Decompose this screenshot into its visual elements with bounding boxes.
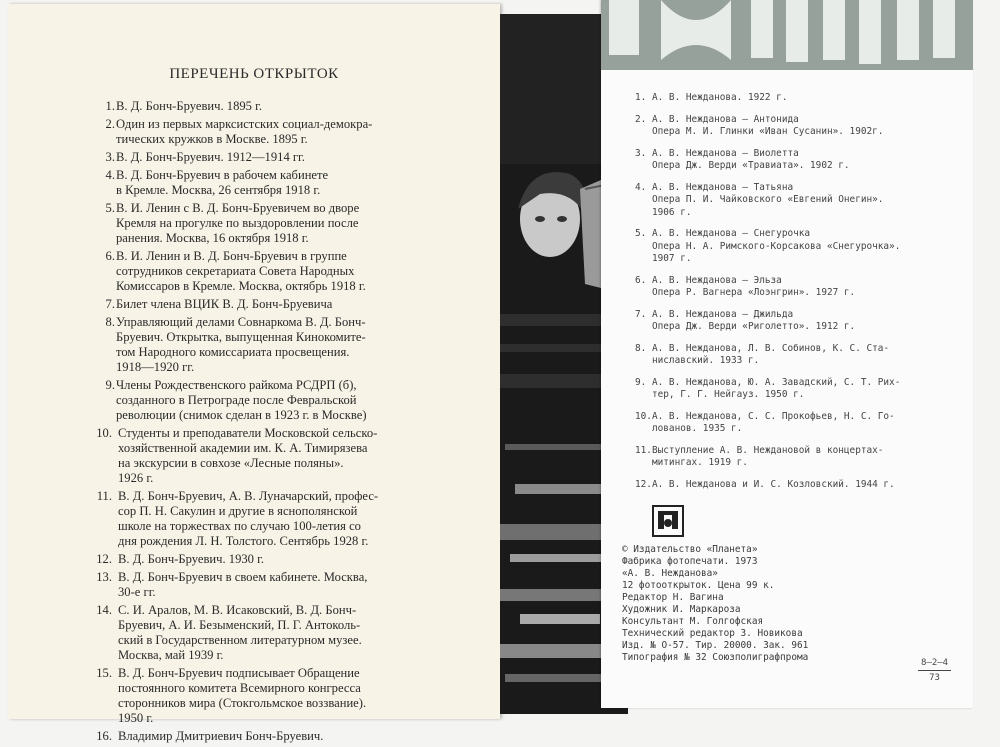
- imprint-line: Изд. № О-57. Тир. 20000. Зак. 961: [622, 640, 809, 651]
- item-number: 11.: [635, 444, 652, 456]
- item-text-line: 1926 г.: [118, 471, 154, 485]
- item-text-line: В. Д. Бонч-Бруевич, А. В. Луначарский, профес-: [118, 489, 379, 503]
- list-item: [96, 297, 456, 312]
- item-text-line: В. Д. Бонч-Бруевич в своем кабинете. Москва,: [118, 570, 368, 584]
- item-text-line: 1950 г.: [118, 711, 154, 725]
- code-bottom: 73: [929, 673, 940, 683]
- item-text-line: Владимир Дмитриевич Бонч-Бруевич.: [118, 729, 324, 743]
- item-text-line: В. Д. Бонч-Бруевич подписывает Обращение: [118, 666, 360, 680]
- imprint-line: © Издательство «Планета»: [622, 544, 758, 555]
- list-item: [96, 315, 456, 375]
- item-text-line: 1906 г.: [652, 206, 692, 218]
- item-text-line: ский в Государственном литературном музее.: [118, 633, 362, 647]
- item-number: 16.: [96, 729, 112, 743]
- item-number: 9.: [105, 378, 115, 392]
- item-number: 5.: [105, 201, 115, 215]
- item-text-line: в Кремле. Москва, 26 сентября 1918 г.: [116, 183, 321, 197]
- imprint-line: «А. В. Нежданова»: [622, 568, 718, 579]
- item-text-line: митингах. 1919 г.: [652, 457, 748, 468]
- item-number: 11.: [96, 489, 112, 503]
- item-number: 3.: [105, 150, 115, 164]
- item-text-line: тер, Г. Г. Нейгауз. 1950 г.: [652, 389, 805, 400]
- list-item: [635, 309, 955, 334]
- header-ornament: [601, 0, 973, 70]
- item-text-line: А. В. Нежданова — Снегурочка: [652, 228, 811, 239]
- list-item: [635, 411, 955, 436]
- item-text-line: А. В. Нежданова и И. С. Козловский. 1944 г.: [652, 478, 895, 490]
- item-number: 7.: [105, 297, 115, 311]
- postcard-list-right: [635, 92, 955, 500]
- item-text-line: В. И. Ленин с В. Д. Бонч-Бруевичем во дворе: [116, 201, 360, 215]
- list-item: [635, 114, 955, 139]
- imprint-line: Консультант М. Голгофская: [622, 616, 764, 627]
- postcard-list-title: ПЕРЕЧЕНЬ ОТКРЫТОК: [169, 66, 339, 82]
- list-item: [635, 182, 955, 220]
- item-text-line: Опера Р. Вагнера «Лоэнгрин». 1927 г.: [652, 287, 856, 298]
- imprint: [622, 544, 922, 664]
- item-text-line: А. В. Нежданова, Ю. А. Завадский, С. Т. Рих-: [652, 376, 901, 388]
- item-text-line: школе на торжествах по случаю 100-летия со: [118, 519, 361, 533]
- item-text-line: В. Д. Бонч-Бруевич. 1930 г.: [118, 552, 265, 566]
- item-text-line: тических кружков в Москве. 1895 г.: [116, 132, 308, 146]
- item-text-line: 1918—1920 гг.: [116, 360, 195, 374]
- item-text-line: 1907 г.: [652, 253, 692, 264]
- item-number: 3.: [635, 147, 647, 159]
- item-text-line: лованов. 1935 г.: [652, 423, 743, 434]
- item-number: 2.: [635, 113, 647, 125]
- left-page: [8, 4, 500, 743]
- item-text-line: том Народного комиссариата просвещения.: [116, 345, 350, 359]
- item-text-line: Билет члена ВЦИК В. Д. Бонч-Бруевича: [116, 297, 333, 311]
- item-number: 14.: [96, 603, 112, 617]
- item-text-line: А. В. Нежданова, С. С. Прокофьев, Н. С. Го-: [652, 410, 895, 422]
- list-item: [96, 603, 456, 663]
- item-text-line: на экскурсии в совхозе «Лесные поляны».: [118, 456, 344, 470]
- imprint-line: Редактор Н. Вагина: [622, 592, 724, 603]
- catalog-code: [918, 656, 951, 685]
- item-text-line: Члены Рождественского райкома РСДРП (б),: [116, 378, 357, 392]
- item-text-line: сотрудников секретариата Совета Народных: [116, 264, 355, 278]
- item-text-line: А. В. Нежданова. 1922 г.: [652, 92, 788, 103]
- item-text-line: Бруевич, А. И. Безыменский, П. Г. Антоколь-: [118, 618, 361, 632]
- item-text-line: Опера Н. А. Римского-Корсакова «Снегурочка».: [652, 240, 901, 252]
- item-number: 1.: [635, 92, 647, 103]
- item-text-line: Студенты и преподаватели Московской сельско-: [118, 426, 378, 440]
- item-number: 12.: [635, 478, 652, 490]
- item-text-line: В. Д. Бонч-Бруевич. 1912—1914 гг.: [116, 150, 305, 164]
- item-text-line: постоянного комитета Всемирного конгресса: [118, 681, 361, 695]
- list-item: [96, 201, 456, 246]
- item-number: 7.: [635, 308, 647, 320]
- item-text-line: Москва, май 1939 г.: [118, 648, 224, 662]
- list-item: [96, 249, 456, 294]
- item-text-line: Опера Дж. Верди «Риголетто». 1912 г.: [652, 321, 856, 332]
- item-text-line: А. В. Нежданова — Виолетта: [652, 147, 799, 159]
- publisher-logo: [652, 505, 684, 537]
- item-number: 4.: [105, 168, 115, 182]
- item-text-line: Комиссаров в Кремле. Москва, октябрь 1918 г.: [116, 279, 366, 293]
- imprint-line: Художник И. Маркароза: [622, 604, 741, 615]
- item-number: 10.: [96, 426, 112, 440]
- list-item: [96, 489, 456, 549]
- item-text-line: Кремля на прогулке по выздоровлении после: [116, 216, 359, 230]
- list-item: [96, 426, 456, 486]
- list-item: [635, 92, 955, 105]
- list-item: [635, 275, 955, 300]
- item-number: 2.: [105, 117, 115, 131]
- list-item: [635, 148, 955, 173]
- item-text-line: сор П. Н. Сакулин и другие в яснополянской: [118, 504, 358, 518]
- item-number: 4.: [635, 181, 647, 193]
- item-number: 6.: [105, 249, 115, 263]
- item-number: 8.: [105, 315, 115, 329]
- item-text-line: В. Д. Бонч-Бруевич в рабочем кабинете: [116, 168, 329, 182]
- item-text-line: Опера Дж. Верди «Травиата». 1902 г.: [652, 160, 850, 171]
- item-text-line: ниславский. 1933 г.: [652, 355, 760, 366]
- list-item: [96, 378, 456, 423]
- list-item: [96, 666, 456, 726]
- item-text-line: А. В. Нежданова — Антонида: [652, 113, 799, 125]
- item-number: 15.: [96, 666, 112, 680]
- item-number: 12.: [96, 552, 112, 566]
- item-number: 8.: [635, 342, 647, 354]
- code-top: 8—2—4: [918, 656, 951, 671]
- item-text-line: А. В. Нежданова, Л. В. Собинов, К. С. Ста-: [652, 342, 890, 354]
- item-text-line: ранения. Москва, 16 октября 1918 г.: [116, 231, 309, 245]
- item-text-line: сторонников мира (Стокгольмское воззвание).: [118, 696, 367, 710]
- list-item: [96, 729, 456, 744]
- item-number: 5.: [635, 228, 647, 239]
- imprint-line: Фабрика фотопечати. 1973: [622, 556, 758, 567]
- item-text-line: С. И. Аралов, М. В. Исаковский, В. Д. Бонч-: [118, 603, 357, 617]
- list-item: [96, 552, 456, 567]
- item-number: 10.: [635, 410, 652, 422]
- imprint-line: Типография № 32 Союзполиграфпрома: [622, 652, 809, 663]
- postcard-list-left: [96, 99, 456, 747]
- item-text-line: 30-е гг.: [118, 585, 156, 599]
- list-item: [96, 168, 456, 198]
- item-text-line: А. В. Нежданова — Татьяна: [652, 181, 794, 193]
- list-item: [635, 377, 955, 402]
- item-text-line: В. Д. Бонч-Бруевич. 1895 г.: [116, 99, 263, 113]
- list-item: [96, 570, 456, 600]
- item-number: 6.: [635, 274, 647, 286]
- item-text-line: Опера М. И. Глинки «Иван Сусанин». 1902г.: [652, 126, 884, 137]
- item-text-line: Бруевич. Открытка, выпущенная Кинокомите-: [116, 330, 366, 344]
- list-item: [96, 150, 456, 165]
- item-number: 9.: [635, 376, 647, 388]
- item-number: 1.: [105, 99, 115, 113]
- item-text-line: созданного в Петрограде после Февральской: [116, 393, 357, 407]
- item-number: 13.: [96, 570, 112, 584]
- item-text-line: А. В. Нежданова — Эльза: [652, 274, 782, 286]
- list-item: [635, 445, 955, 470]
- list-item: [96, 99, 456, 114]
- item-text-line: Один из первых марксистских социал-демокра-: [116, 117, 373, 131]
- item-text-line: Опера П. И. Чайковского «Евгений Онегин».: [652, 194, 884, 205]
- list-item: [96, 117, 456, 147]
- item-text-line: революции (снимок сделан в 1923 г. в Москве): [116, 408, 367, 422]
- list-item: [635, 479, 955, 492]
- item-text-line: А. В. Нежданова — Джильда: [652, 308, 794, 320]
- item-text-line: Управляющий делами Совнаркома В. Д. Бонч-: [116, 315, 366, 329]
- imprint-line: Технический редактор З. Новикова: [622, 628, 803, 639]
- item-text-line: Выступление А. В. Неждановой в концертах-: [652, 444, 884, 456]
- imprint-line: 12 фотооткрыток. Цена 99 к.: [622, 580, 775, 591]
- item-text-line: В. И. Ленин и В. Д. Бонч-Бруевич в группе: [116, 249, 347, 263]
- list-item: [635, 343, 955, 368]
- list-item: [635, 228, 955, 266]
- item-text-line: дня рождения Л. Н. Толстого. Сентябрь 1928 г.: [118, 534, 369, 548]
- item-text-line: хозяйственной академии им. К. А. Тимирязева: [118, 441, 368, 455]
